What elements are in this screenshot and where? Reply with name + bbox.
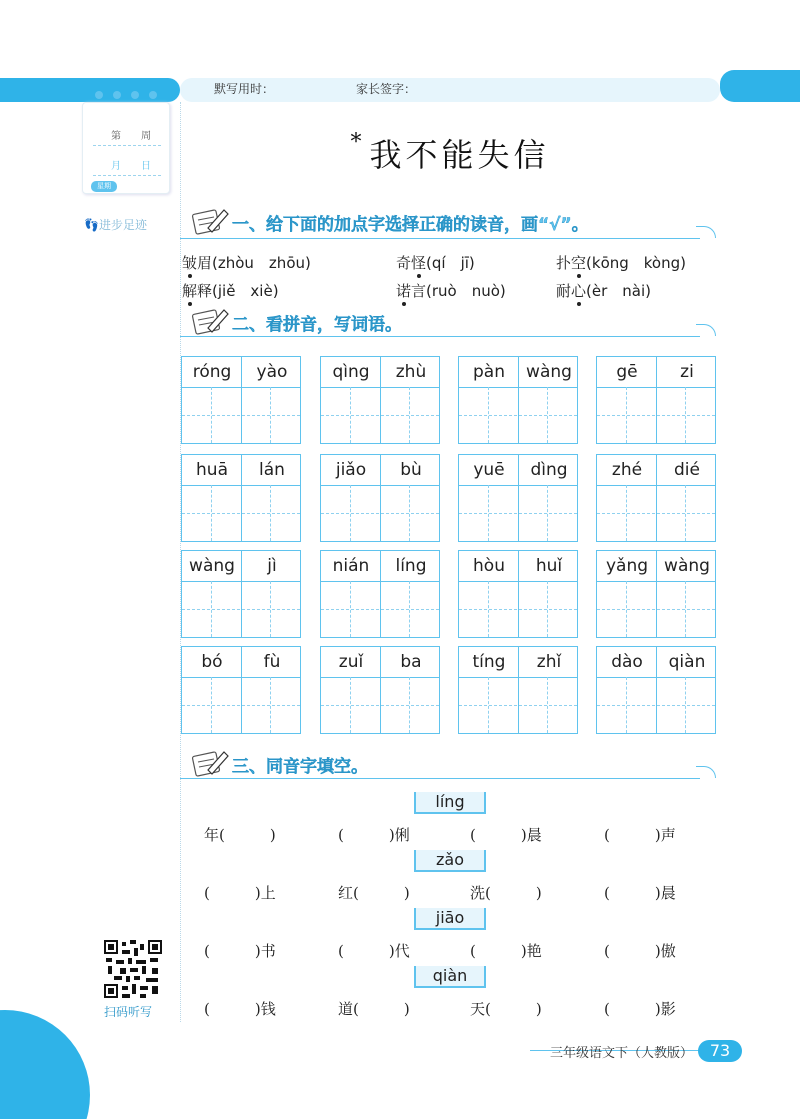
- grid-line: [182, 705, 300, 706]
- page-title: * 我不能失信: [350, 130, 550, 174]
- grid-guide-line: [211, 387, 212, 443]
- pinyin-syllable: qìng: [332, 362, 370, 382]
- grid-guide-line: [270, 677, 271, 733]
- grid-guide-line: [626, 581, 627, 637]
- grid-line: [597, 705, 715, 706]
- grid-line: [241, 357, 242, 443]
- pinyin-syllable: zhǐ: [536, 652, 562, 672]
- grid-guide-line: [685, 485, 686, 541]
- fill-blank[interactable]: ( )钱: [204, 1000, 276, 1018]
- section1-underline: [180, 238, 700, 239]
- grid-guide-line: [211, 677, 212, 733]
- pinyin-tag: qiàn: [414, 966, 486, 988]
- grid-line: [518, 647, 519, 733]
- pencil-paper-icon: [190, 306, 230, 336]
- pinyin-tag: zǎo: [414, 850, 486, 872]
- section1-title: 一、给下面的加点字选择正确的读音，画“√”。: [232, 215, 589, 235]
- pinyin-syllable: lán: [259, 460, 285, 480]
- section3-header: [190, 748, 490, 778]
- grid-guide-line: [270, 581, 271, 637]
- qr-code-icon[interactable]: [104, 940, 162, 998]
- grid-guide-line: [270, 485, 271, 541]
- pinyin-syllable: gē: [616, 362, 638, 382]
- pinyin-syllable: fù: [263, 652, 281, 672]
- pinyin-syllable: yǎng: [605, 556, 649, 576]
- pencil-paper-icon: [190, 206, 230, 236]
- pinyin-syllable: hòu: [473, 556, 505, 576]
- q1-item-1: 皱眉(zhòu zhōu): [182, 254, 311, 272]
- pinyin-syllable: jiǎo: [335, 460, 367, 480]
- grid-guide-line: [409, 677, 410, 733]
- fill-blank[interactable]: 道( ): [338, 1000, 410, 1018]
- month-day-label: 月 日: [111, 161, 151, 172]
- grid-line: [597, 513, 715, 514]
- q1-item-2: 奇怪(qí jī): [396, 254, 475, 272]
- fill-blank[interactable]: 洗( ): [470, 884, 542, 902]
- pinyin-syllable: wàng: [526, 362, 572, 382]
- grid-line: [459, 513, 577, 514]
- grid-line: [241, 455, 242, 541]
- grid-guide-line: [211, 485, 212, 541]
- grid-line: [241, 551, 242, 637]
- pinyin-syllable: wàng: [189, 556, 235, 576]
- grid-guide-line: [270, 387, 271, 443]
- section2-title: 二、看拼音，写词语。: [232, 315, 402, 335]
- parent-signature-label: 家长签字：: [356, 82, 417, 96]
- dictation-time-label: 默写用时：: [214, 82, 275, 96]
- fill-blank[interactable]: 年( ): [204, 826, 276, 844]
- footprints-icon: 👣: [84, 218, 99, 232]
- fill-blank[interactable]: 天( ): [470, 1000, 542, 1018]
- pinyin-tag: jiāo: [414, 908, 486, 930]
- word-writing-box[interactable]: [181, 356, 301, 444]
- grid-guide-line: [350, 387, 351, 443]
- pinyin-syllable: bó: [201, 652, 223, 672]
- grid-guide-line: [547, 677, 548, 733]
- grid-guide-line: [626, 387, 627, 443]
- pinyin-syllable: yào: [256, 362, 288, 382]
- pinyin-syllable: zi: [680, 362, 694, 382]
- grid-line: [597, 609, 715, 610]
- book-title: 三年级语文下（人教版）: [550, 1046, 694, 1061]
- fill-blank[interactable]: ( )傲: [604, 942, 676, 960]
- section2-header: [190, 306, 490, 336]
- grid-line: [182, 609, 300, 610]
- grid-guide-line: [409, 485, 410, 541]
- grid-line: [518, 551, 519, 637]
- pinyin-syllable: dào: [611, 652, 643, 672]
- q1-item-4: 解释(jiě xiè): [182, 282, 279, 300]
- fill-blank[interactable]: ( )书: [204, 942, 276, 960]
- word-writing-box[interactable]: [458, 550, 578, 638]
- q1-item-3: 扑空(kōng kòng): [556, 254, 686, 272]
- grid-line: [380, 647, 381, 733]
- week-label: 第 周: [111, 131, 151, 142]
- grid-line: [380, 551, 381, 637]
- grid-guide-line: [350, 581, 351, 637]
- pinyin-syllable: wàng: [664, 556, 710, 576]
- section3-curve: [696, 766, 716, 778]
- fill-blank[interactable]: ( )俐: [338, 826, 410, 844]
- grid-guide-line: [350, 677, 351, 733]
- weekday-badge: 星期: [91, 181, 117, 192]
- fill-blank[interactable]: ( )影: [604, 1000, 676, 1018]
- grid-line: [597, 415, 715, 416]
- pinyin-syllable: dìng: [530, 460, 568, 480]
- grid-guide-line: [488, 581, 489, 637]
- word-writing-box[interactable]: [458, 454, 578, 542]
- binder-ring-icon: [149, 91, 157, 99]
- word-writing-box[interactable]: [320, 454, 440, 542]
- grid-guide-line: [685, 581, 686, 637]
- pinyin-syllable: nián: [332, 556, 370, 576]
- q1-item-6: 耐心(èr nài): [556, 282, 651, 300]
- word-writing-box[interactable]: [181, 454, 301, 542]
- grid-line: [459, 415, 577, 416]
- grid-guide-line: [409, 387, 410, 443]
- pinyin-syllable: tíng: [472, 652, 506, 672]
- word-writing-box[interactable]: [181, 646, 301, 734]
- grid-line: [656, 551, 657, 637]
- pinyin-syllable: huǐ: [535, 556, 563, 576]
- grid-line: [459, 705, 577, 706]
- grid-guide-line: [409, 581, 410, 637]
- scan-to-dictate-label: 扫码听写: [104, 1005, 153, 1019]
- progress-footprints-label: 👣进步足迹: [84, 218, 147, 232]
- grid-line: [459, 609, 577, 610]
- page-number: 73: [698, 1040, 742, 1062]
- pinyin-syllable: pàn: [473, 362, 505, 382]
- grid-line: [656, 357, 657, 443]
- pinyin-syllable: róng: [192, 362, 232, 382]
- grid-line: [380, 357, 381, 443]
- pinyin-syllable: qiàn: [668, 652, 706, 672]
- word-writing-box[interactable]: [320, 356, 440, 444]
- pinyin-syllable: jì: [267, 556, 277, 576]
- grid-guide-line: [685, 387, 686, 443]
- section2-underline: [180, 336, 700, 337]
- grid-guide-line: [547, 387, 548, 443]
- pencil-paper-icon: [190, 748, 230, 778]
- top-band-right: [720, 70, 800, 102]
- pinyin-syllable: bù: [400, 460, 422, 480]
- pinyin-syllable: ba: [400, 652, 422, 672]
- grid-guide-line: [488, 485, 489, 541]
- grid-line: [182, 513, 300, 514]
- grid-guide-line: [626, 485, 627, 541]
- grid-line: [380, 455, 381, 541]
- pinyin-syllable: zuǐ: [338, 652, 364, 672]
- word-writing-box[interactable]: [596, 550, 716, 638]
- grid-line: [321, 609, 439, 610]
- word-writing-box[interactable]: [596, 646, 716, 734]
- fill-blank[interactable]: ( )晨: [470, 826, 542, 844]
- corner-decoration: [0, 1000, 110, 1119]
- pinyin-syllable: dié: [674, 460, 700, 480]
- section2-curve: [696, 324, 716, 336]
- grid-guide-line: [488, 387, 489, 443]
- word-writing-box[interactable]: [458, 356, 578, 444]
- grid-guide-line: [547, 485, 548, 541]
- section1-header: [190, 206, 710, 236]
- word-writing-box[interactable]: [458, 646, 578, 734]
- word-writing-box[interactable]: [320, 646, 440, 734]
- fill-blank[interactable]: ( )上: [204, 884, 276, 902]
- grid-guide-line: [547, 581, 548, 637]
- grid-line: [518, 455, 519, 541]
- grid-line: [321, 513, 439, 514]
- pinyin-tag: líng: [414, 792, 486, 814]
- grid-line: [321, 705, 439, 706]
- pinyin-syllable: zhù: [395, 362, 427, 382]
- word-writing-box[interactable]: [596, 356, 716, 444]
- grid-guide-line: [626, 677, 627, 733]
- grid-line: [656, 647, 657, 733]
- grid-line: [241, 647, 242, 733]
- fill-blank[interactable]: ( )声: [604, 826, 676, 844]
- grid-guide-line: [685, 677, 686, 733]
- q1-item-5: 诺言(ruò nuò): [396, 282, 506, 300]
- grid-guide-line: [488, 677, 489, 733]
- fill-blank[interactable]: 红( ): [338, 884, 410, 902]
- binder-ring-icon: [131, 91, 139, 99]
- word-writing-box[interactable]: [181, 550, 301, 638]
- section3-underline: [180, 778, 700, 779]
- grid-line: [656, 455, 657, 541]
- pinyin-syllable: yuē: [473, 460, 505, 480]
- grid-line: [518, 357, 519, 443]
- section1-curve: [696, 226, 716, 238]
- grid-line: [182, 415, 300, 416]
- fill-blank[interactable]: ( )艳: [470, 942, 542, 960]
- grid-line: [321, 415, 439, 416]
- grid-guide-line: [211, 581, 212, 637]
- word-writing-box[interactable]: [320, 550, 440, 638]
- pinyin-syllable: zhé: [611, 460, 643, 480]
- binder-ring-icon: [95, 91, 103, 99]
- pinyin-syllable: líng: [395, 556, 427, 576]
- binder-ring-icon: [113, 91, 121, 99]
- fill-blank[interactable]: ( )代: [338, 942, 410, 960]
- grid-guide-line: [350, 485, 351, 541]
- fill-blank[interactable]: ( )晨: [604, 884, 676, 902]
- pinyin-syllable: huā: [196, 460, 228, 480]
- word-writing-box[interactable]: [596, 454, 716, 542]
- section3-title: 三、同音字填空。: [232, 757, 368, 777]
